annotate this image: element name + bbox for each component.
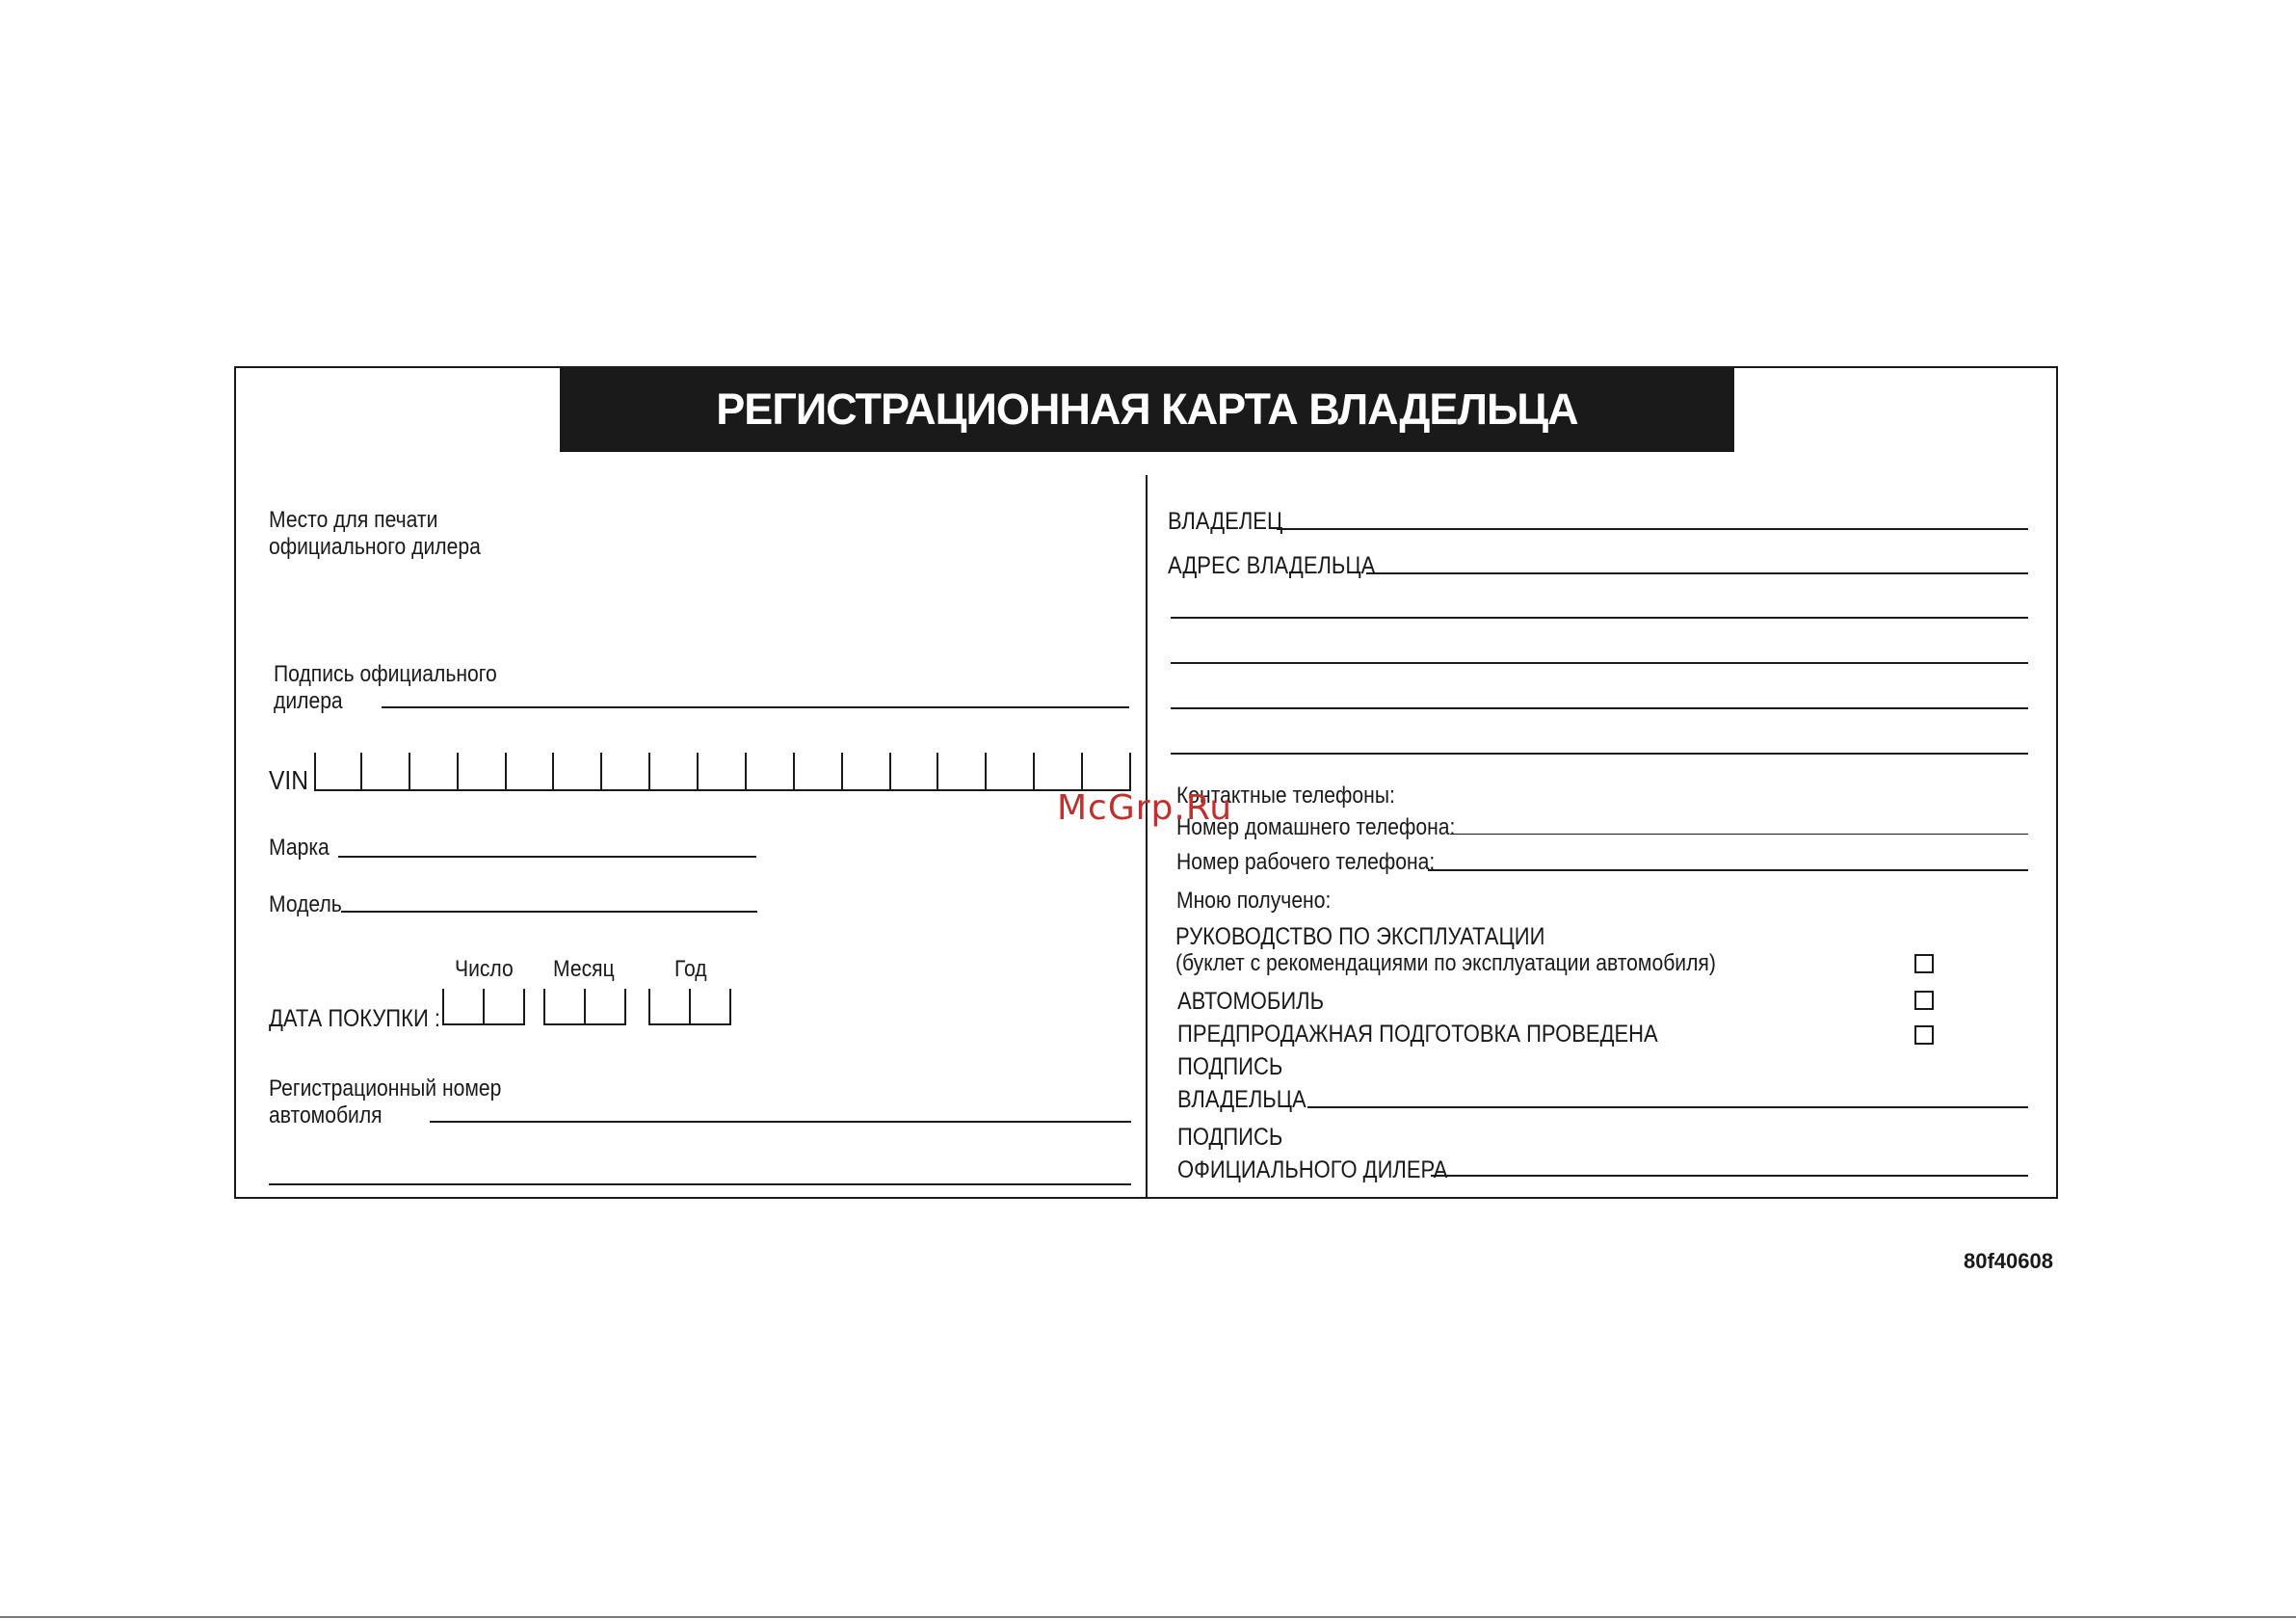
- year-field[interactable]: [648, 989, 731, 1025]
- vin-cell-divider: [1033, 753, 1035, 789]
- vin-cell-divider: [457, 753, 459, 789]
- year-label: Год: [674, 956, 707, 982]
- home-phone-line[interactable]: [1450, 834, 2028, 835]
- predelivery-label: ПРЕДПРОДАЖНАЯ ПОДГОТОВКА ПРОВЕДЕНА: [1177, 1021, 1658, 1048]
- received-label: Мною получено:: [1176, 888, 1332, 914]
- vin-cell-divider: [697, 753, 699, 789]
- owner-label: ВЛАДЕЛЕЦ: [1168, 508, 1283, 535]
- month-label: Месяц: [553, 956, 615, 982]
- work-phone-label: Номер рабочего телефона:: [1176, 849, 1436, 875]
- predelivery-checkbox[interactable]: [1914, 1025, 1934, 1045]
- dealer-signature-line[interactable]: [382, 706, 1129, 708]
- contact-phones-label: Контактные телефоны:: [1176, 783, 1395, 809]
- owner-address-line-2[interactable]: [1171, 617, 2028, 619]
- vin-label: VIN: [269, 765, 309, 795]
- vin-cell-divider: [409, 753, 410, 789]
- vin-cell-divider: [505, 753, 507, 789]
- figure-code: 80f40608: [1964, 1249, 2053, 1273]
- dealer-signature-label-right: ПОДПИСЬ ОФИЦИАЛЬНОГО ДИЛЕРА: [1177, 1124, 1448, 1183]
- dealer-signature-label: Подпись официального дилера: [274, 661, 497, 714]
- vin-cell-divider: [793, 753, 795, 789]
- day-label: Число: [455, 956, 514, 982]
- center-divider: [1146, 475, 1148, 1199]
- dealer-signature-line-right[interactable]: [1431, 1175, 2028, 1177]
- manual-sub-label: (буклет с рекомендациями по эксплуатации автомобиля): [1175, 950, 1716, 976]
- model-line[interactable]: [341, 911, 757, 913]
- manual-checkbox[interactable]: [1914, 954, 1934, 973]
- home-phone-label: Номер домашнего телефона:: [1176, 814, 1456, 840]
- owner-address-label: АДРЕС ВЛАДЕЛЬЦА: [1168, 552, 1376, 579]
- owner-signature-label: ПОДПИСЬ ВЛАДЕЛЬЦА: [1177, 1053, 1306, 1113]
- card-title: РЕГИСТРАЦИОННАЯ КАРТА ВЛАДЕЛЬЦА: [560, 367, 1734, 452]
- month-field[interactable]: [543, 989, 626, 1025]
- vin-cell-divider: [937, 753, 938, 789]
- vin-cell-divider: [648, 753, 650, 789]
- vin-cell-divider: [745, 753, 747, 789]
- reg-number-line-2[interactable]: [269, 1183, 1131, 1185]
- vin-cell-divider: [1081, 753, 1083, 789]
- owner-line[interactable]: [1277, 528, 2028, 530]
- car-label: АВТОМОБИЛЬ: [1177, 988, 1325, 1015]
- reg-number-label: Регистрационный номер автомобиля: [269, 1075, 502, 1128]
- vin-cell-divider: [600, 753, 602, 789]
- watermark: McGrp.Ru: [1057, 788, 1233, 828]
- day-field[interactable]: [442, 989, 525, 1025]
- owner-signature-line[interactable]: [1307, 1106, 2028, 1108]
- page-bottom-rule: [0, 1616, 2296, 1618]
- purchase-date-label: ДАТА ПОКУПКИ :: [269, 1005, 440, 1032]
- vin-cell-divider: [360, 753, 362, 789]
- work-phone-line[interactable]: [1428, 869, 2028, 871]
- make-label: Марка: [269, 835, 330, 861]
- model-label: Модель: [269, 891, 342, 917]
- owner-address-line[interactable]: [1366, 572, 2028, 574]
- vin-cell-divider: [1129, 753, 1131, 789]
- stamp-label: Место для печати официального дилера: [269, 507, 481, 560]
- reg-number-line[interactable]: [430, 1121, 1131, 1123]
- vin-cell-divider: [985, 753, 987, 789]
- car-checkbox[interactable]: [1914, 991, 1934, 1010]
- owner-address-line-5[interactable]: [1171, 753, 2028, 755]
- vin-cell-divider: [552, 753, 554, 789]
- owner-address-line-3[interactable]: [1171, 662, 2028, 664]
- vin-cell-divider: [889, 753, 891, 789]
- make-line[interactable]: [338, 856, 756, 858]
- vin-field[interactable]: [314, 753, 1131, 791]
- vin-cell-divider: [841, 753, 843, 789]
- manual-label: РУКОВОДСТВО ПО ЭКСПЛУАТАЦИИ: [1175, 923, 1545, 950]
- owner-address-line-4[interactable]: [1171, 707, 2028, 709]
